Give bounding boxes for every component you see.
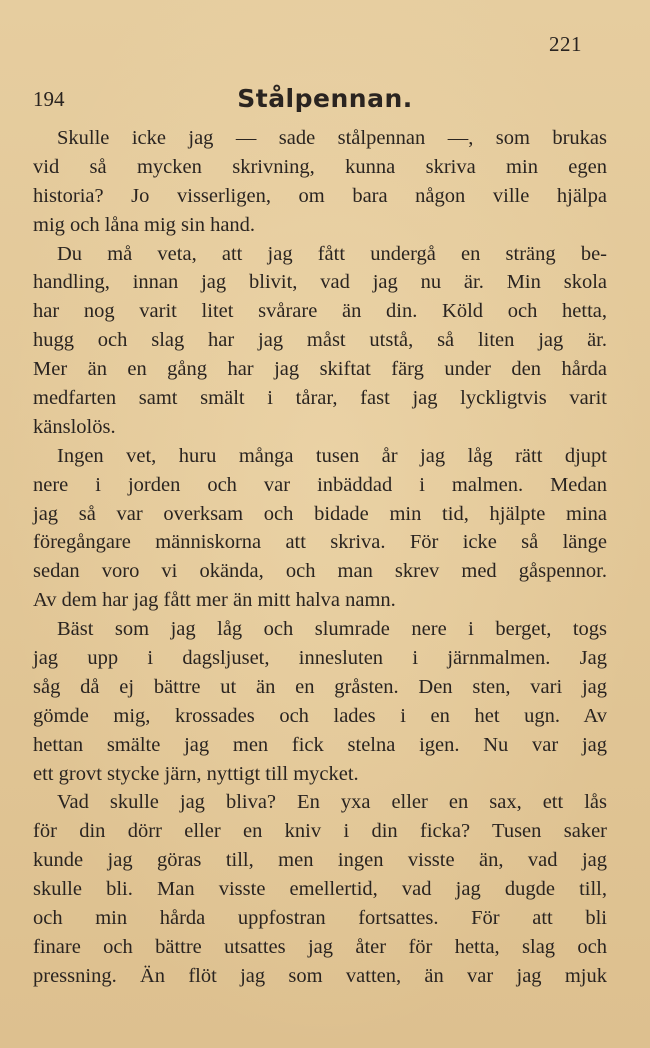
text-line: Mer än en gång har jag skiftat färg under den hårda [33, 358, 607, 381]
text-line: mig och låna mig sin hand. [33, 213, 256, 236]
text-line: Skulle icke jag — sade stålpennan —, som brukas [57, 127, 607, 149]
text-line: vid så mycken skrivning, kunna skriva min egen [33, 155, 607, 178]
text-line: för din dörr eller en kniv i din ficka? Tusen saker [33, 820, 607, 843]
text-line: sedan voro vi okända, och man skrev med gåspennor. [33, 560, 607, 583]
text-line: pressning. Än flöt jag som vatten, än var jag mjuk [33, 964, 607, 987]
running-title: Stålpennan. [237, 84, 413, 113]
text-line: Du må veta, att jag fått undergå en sträng be- [57, 242, 607, 265]
page-number: 194 [33, 87, 65, 111]
outer-page-number: 221 [549, 32, 582, 56]
text-line: nere i jorden och var inbäddad i malmen. Medan [33, 473, 607, 496]
text-line: hettan smälte jag men fick stelna igen. Nu var jag [33, 733, 607, 756]
text-line: och min hårda uppfostran fortsattes. För att bli [33, 907, 607, 930]
text-line: känslolös. [33, 415, 116, 438]
text-line: gömde mig, krossades och lades i en het ugn. Av [33, 704, 607, 727]
text-line: skulle bli. Man visste emellertid, vad jag dugde till, [33, 878, 607, 901]
text-line: ett grovt stycke järn, nyttigt till mycket. [33, 762, 359, 785]
text-line: Vad skulle jag bliva? En yxa eller en sax, ett lås [57, 791, 607, 814]
text-line: Bäst som jag låg och slumrade nere i berget, togs [57, 618, 607, 641]
text-line: handling, innan jag blivit, vad jag nu är. Min skola [33, 271, 607, 294]
text-line: jag så var overksam och bidade min tid, hjälpte mina [33, 502, 607, 525]
text-line: såg då ej bättre ut än en gråsten. Den sten, vari jag [33, 675, 607, 698]
text-line: historia? Jo visserligen, om bara någon ville hjälpa [33, 184, 607, 207]
text-line: Av dem har jag fått mer än mitt halva namn. [33, 589, 396, 612]
body-text [33, 124, 607, 991]
text-line: kunde jag göras till, men ingen visste än, vad jag [33, 849, 607, 872]
text-line: finare och bättre utsattes jag åter för hetta, slag och [33, 935, 607, 958]
text-line: jag upp i dagsljuset, innesluten i järnmalmen. Jag [33, 647, 607, 670]
text-line: medfarten samt smält i tårar, fast jag lyckligtvis varit [33, 387, 607, 410]
text-line: hugg och slag har jag måst utstå, så liten jag är. [33, 329, 607, 352]
text-line: har nog varit litet svårare än din. Köld och hetta, [33, 300, 607, 323]
text-line: föregångare människorna att skriva. För icke så länge [33, 531, 607, 554]
text-line: Ingen vet, huru många tusen år jag låg rätt djupt [57, 444, 607, 467]
